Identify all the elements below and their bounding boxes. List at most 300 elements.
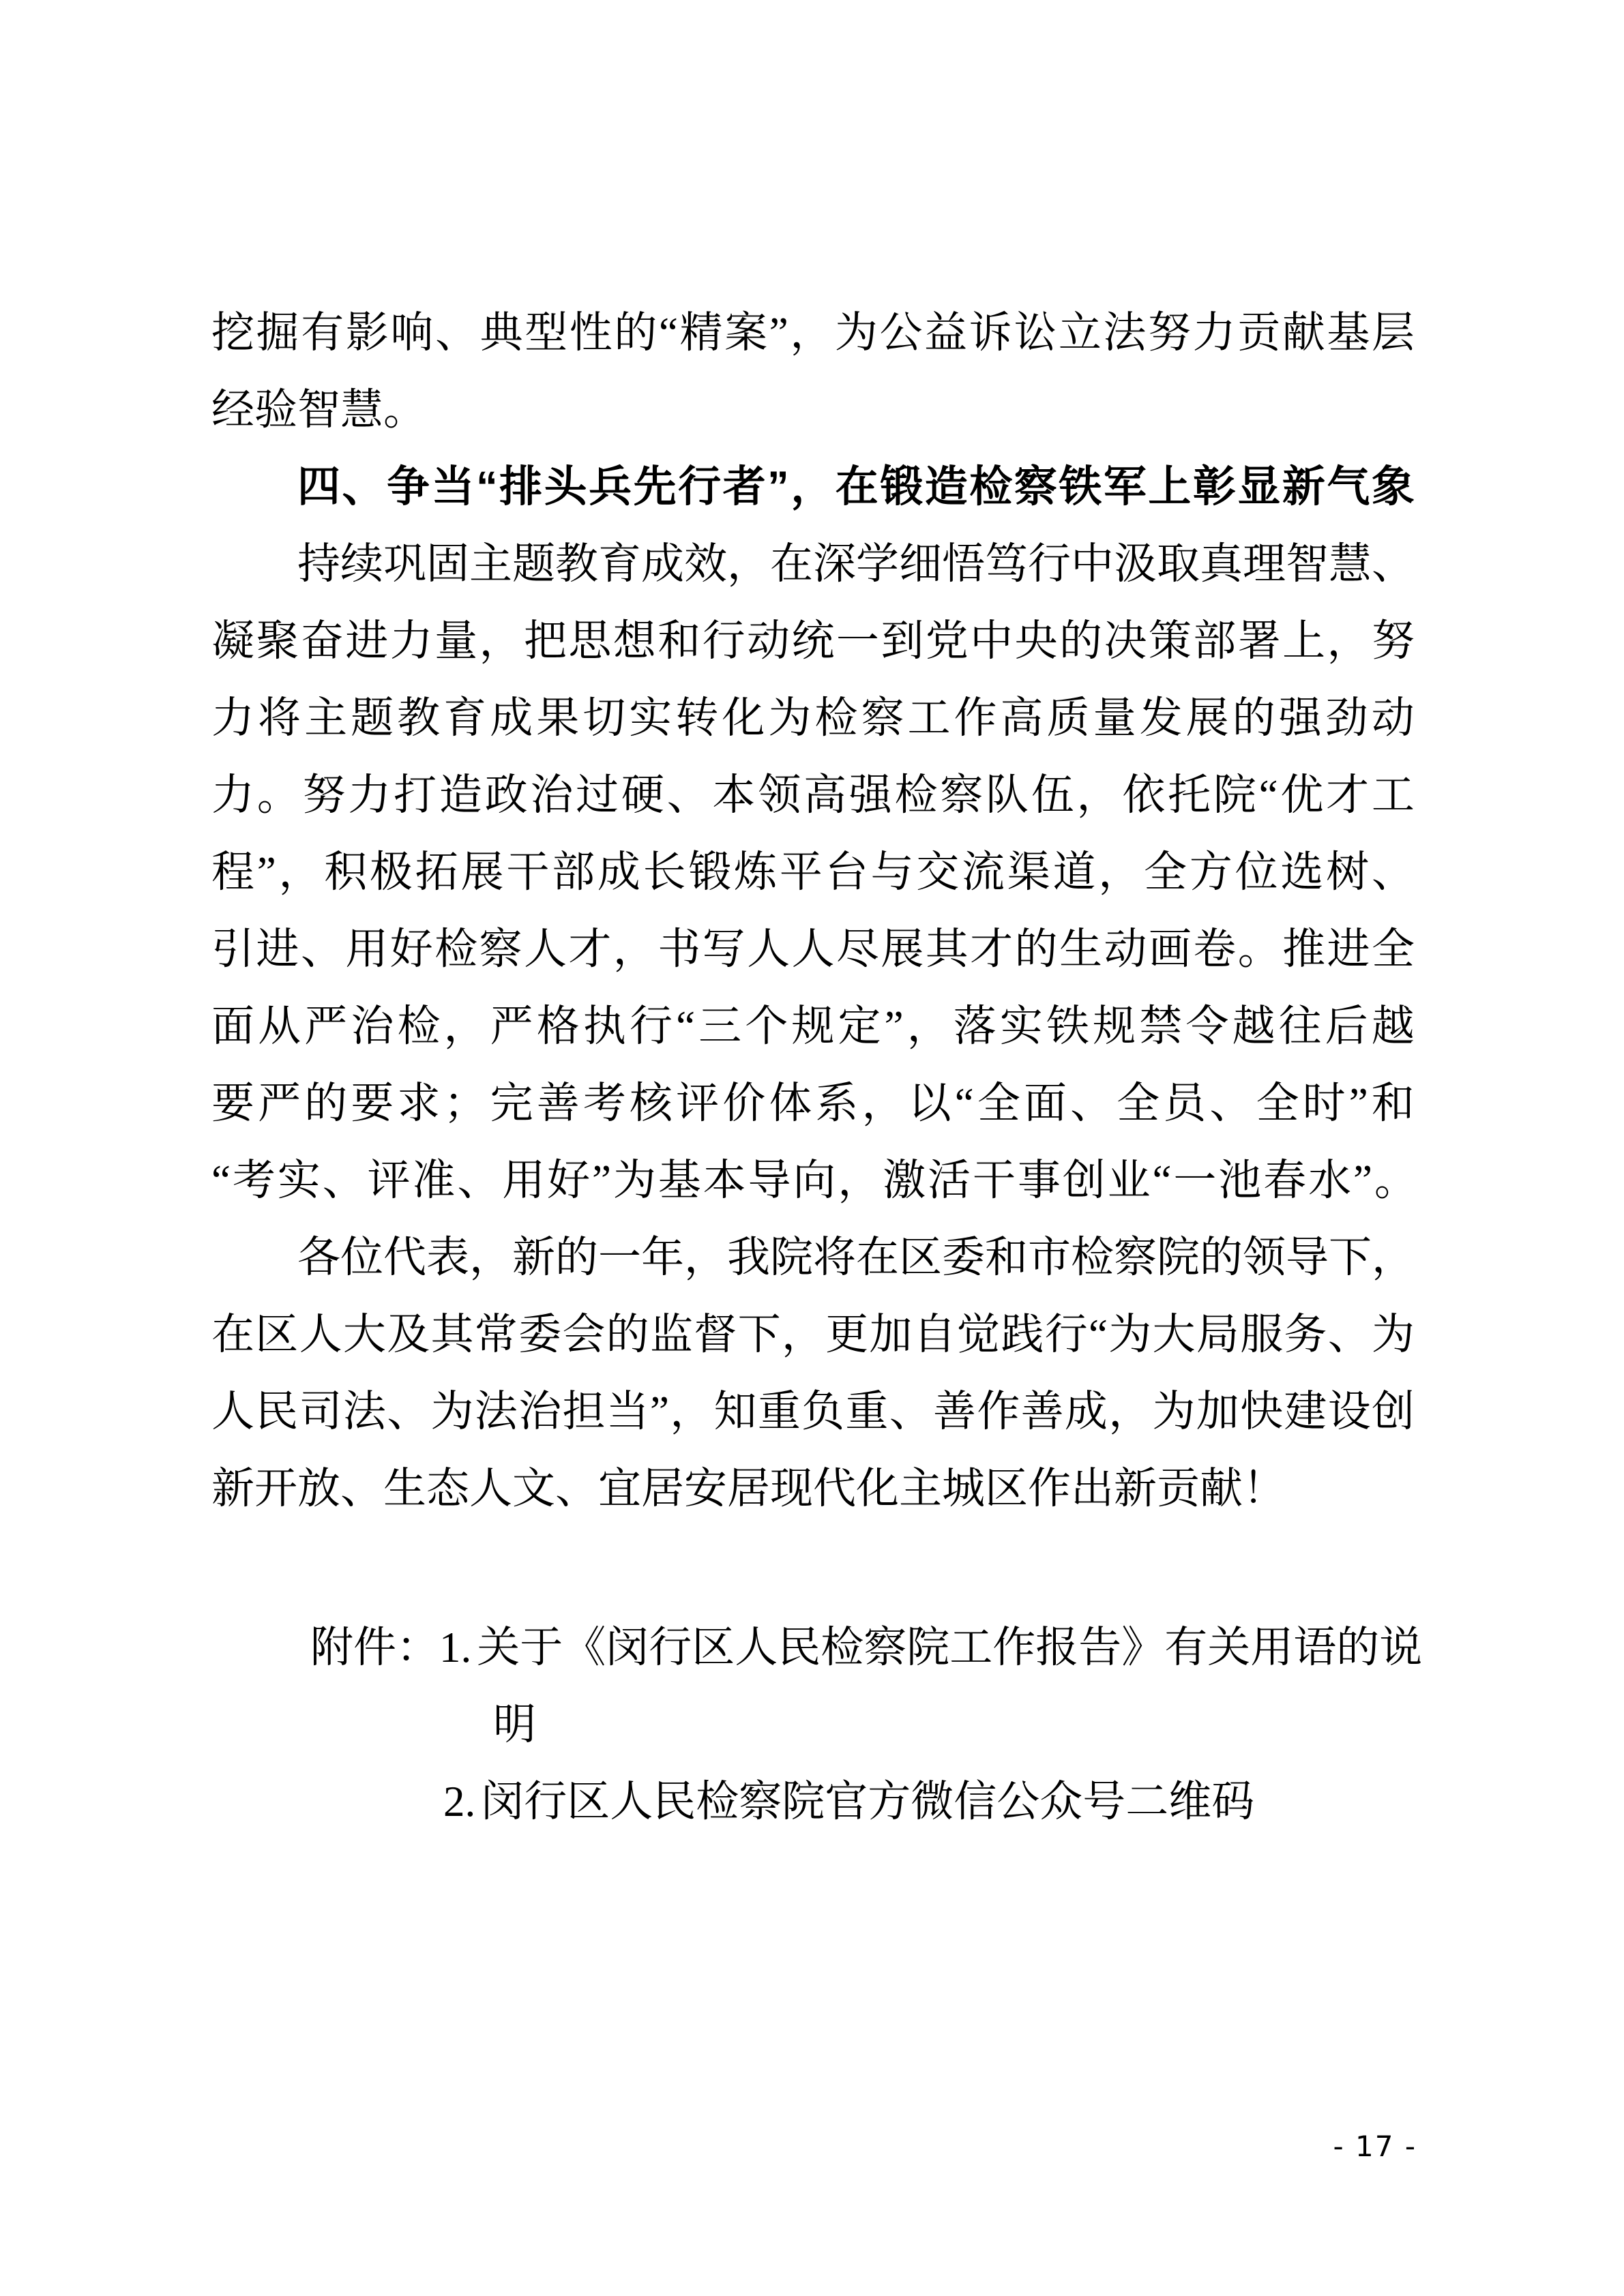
- text-char: 大: [1152, 1311, 1196, 1358]
- text-char: 量: [434, 617, 478, 665]
- text-char: 部: [552, 848, 595, 896]
- text-char: 长: [643, 848, 686, 896]
- text-char: ”: [884, 1002, 904, 1050]
- text-char: 真: [1200, 540, 1243, 588]
- text-char: 为: [430, 1388, 474, 1435]
- text-char: 治: [530, 771, 574, 819]
- text-char: 加: [869, 1311, 913, 1358]
- text-char: 排: [499, 463, 543, 511]
- text-char: 当: [431, 463, 475, 511]
- text-char: 区: [567, 1778, 610, 1825]
- text-char: 效: [684, 540, 727, 588]
- text-char: 说: [1379, 1624, 1423, 1671]
- text-char: 、: [555, 1465, 598, 1512]
- text-char: 担: [562, 1388, 606, 1435]
- text-char: 发: [1139, 694, 1183, 742]
- text-char: 以: [908, 1079, 951, 1127]
- text-char: 和: [985, 1234, 1028, 1281]
- text-char: ，: [1327, 617, 1370, 665]
- text-char: 一: [1173, 1157, 1214, 1204]
- text-char: 水: [1308, 1157, 1349, 1204]
- text-char: 贡: [1157, 1465, 1200, 1512]
- text-char: 其: [925, 925, 969, 973]
- text-char: 党: [925, 617, 969, 665]
- text-char: 评: [676, 1079, 720, 1127]
- text-char: 检: [814, 694, 858, 742]
- text-char: 人: [299, 1311, 342, 1358]
- text-char: 区: [985, 1465, 1028, 1512]
- text-char: 居: [641, 1465, 684, 1512]
- text-char: 关: [1207, 1624, 1251, 1671]
- text-char: 、: [1371, 848, 1415, 896]
- text-char: 察: [940, 771, 984, 819]
- text-char: 常: [474, 1311, 518, 1358]
- text-char: 司: [299, 1388, 342, 1435]
- text-char: 、: [1070, 1079, 1114, 1127]
- text-char: 的: [606, 1311, 649, 1358]
- text-char: 2.: [443, 1778, 476, 1825]
- text-char: 位: [1235, 848, 1278, 896]
- text-line: [211, 1763, 1415, 1840]
- text-line: [211, 988, 1415, 1065]
- text-char: ，: [443, 1002, 487, 1050]
- text-char: 领: [1243, 1234, 1286, 1281]
- text-char: 作: [954, 694, 997, 742]
- text-char: 气: [1327, 463, 1370, 511]
- text-char: “: [1258, 771, 1278, 819]
- text-line: [211, 1450, 1415, 1527]
- text-char: 开: [254, 1465, 297, 1512]
- text-char: 维: [1168, 1778, 1212, 1825]
- text-char: 善: [933, 1388, 977, 1435]
- text-char: 案: [724, 309, 768, 357]
- text-char: 委: [942, 1234, 985, 1281]
- text-char: 强: [848, 771, 892, 819]
- text-char: 育: [443, 694, 487, 742]
- text-char: 检: [821, 1624, 864, 1671]
- text-char: 出: [1071, 1465, 1114, 1512]
- text-char: 树: [1326, 848, 1370, 896]
- text-line: [211, 372, 1415, 449]
- text-char: 创: [1062, 1157, 1103, 1204]
- text-char: 主: [469, 540, 512, 588]
- text-char: 政: [484, 771, 528, 819]
- text-char: 影: [345, 309, 389, 357]
- text-char: 面: [211, 1002, 254, 1050]
- text-char: 行: [702, 617, 745, 665]
- text-char: 局: [1196, 1311, 1239, 1358]
- text-char: 察: [1114, 1234, 1157, 1281]
- text-char: 方: [1189, 848, 1232, 896]
- text-char: 激: [883, 1157, 924, 1204]
- text-char: 定: [838, 1002, 881, 1050]
- text-char: 教: [555, 540, 598, 588]
- text-char: 民: [778, 1624, 821, 1671]
- text-char: 进: [256, 925, 299, 973]
- text-char: 善: [1020, 1388, 1064, 1435]
- text-char: 的: [555, 1234, 598, 1281]
- text-char: 作: [977, 1388, 1020, 1435]
- text-line: [211, 449, 1415, 526]
- text-char: 好: [547, 1157, 588, 1204]
- text-line: [211, 295, 1415, 372]
- text-char: 中: [1071, 540, 1114, 588]
- text-char: 严: [490, 1002, 533, 1050]
- text-char: 下: [737, 1311, 781, 1358]
- text-char: 宜: [598, 1465, 641, 1512]
- text-char: ，: [906, 1002, 950, 1050]
- text-char: 伍: [1031, 771, 1074, 819]
- text-char: 先: [633, 463, 677, 511]
- text-char: 工: [1371, 771, 1415, 819]
- text-char: 献: [1200, 1465, 1243, 1512]
- text-char: 托: [1168, 771, 1211, 819]
- text-char: 智: [297, 386, 340, 434]
- text-char: 检: [969, 463, 1013, 511]
- text-char: 治: [518, 1388, 562, 1435]
- text-char: ”: [256, 848, 276, 896]
- text-char: 智: [1286, 540, 1329, 588]
- text-char: 动: [747, 617, 791, 665]
- text-char: 才: [970, 925, 1014, 973]
- text-char: ，: [781, 1311, 825, 1358]
- text-char: 人: [747, 925, 791, 973]
- text-char: 进: [1327, 925, 1370, 973]
- text-char: 讼: [1014, 309, 1057, 357]
- text-char: 越: [1232, 1002, 1275, 1050]
- text-char: 系: [815, 1079, 859, 1127]
- text-char: 禁: [1139, 1002, 1183, 1050]
- text-char: 展: [881, 925, 924, 973]
- text-char: 劲: [1325, 694, 1368, 742]
- text-char: 、: [342, 463, 385, 511]
- text-char: 用: [345, 925, 389, 973]
- text-char: 行: [524, 1778, 567, 1825]
- text-char: 居: [727, 1465, 770, 1512]
- text-char: 院: [782, 1778, 825, 1825]
- text-char: 造: [439, 771, 482, 819]
- text-char: 新: [1282, 463, 1325, 511]
- text-char: 笃: [985, 540, 1028, 588]
- text-char: 化: [856, 1465, 899, 1512]
- text-char: 用: [502, 1157, 543, 1204]
- text-char: 检: [894, 771, 938, 819]
- text-char: 重: [845, 1388, 889, 1435]
- text-char: 从: [258, 1002, 301, 1050]
- text-char: 的: [614, 309, 658, 357]
- text-char: 要: [211, 1079, 254, 1127]
- text-char: 的: [304, 1079, 348, 1127]
- text-char: 有: [301, 309, 344, 357]
- text-char: 区: [692, 1624, 735, 1671]
- text-char: 准: [412, 1157, 453, 1204]
- text-char: 码: [1211, 1778, 1255, 1825]
- text-char: 、: [434, 309, 478, 357]
- text-char: 快: [1240, 1388, 1284, 1435]
- text-char: 公: [996, 1778, 1040, 1825]
- text-char: 一: [598, 1234, 641, 1281]
- text-char: 微: [911, 1778, 954, 1825]
- text-char: 民: [653, 1778, 696, 1825]
- text-char: 优: [1280, 771, 1324, 819]
- text-char: 深: [813, 540, 856, 588]
- text-char: 创: [1371, 1388, 1415, 1435]
- text-char: 春: [1263, 1157, 1304, 1204]
- text-char: 育: [598, 540, 641, 588]
- text-char: 区: [899, 1234, 942, 1281]
- text-char: 、: [322, 1157, 363, 1204]
- text-char: 、: [1327, 1311, 1371, 1358]
- text-char: 位: [340, 1234, 383, 1281]
- text-char: 慧: [1329, 540, 1372, 588]
- text-char: “: [658, 309, 678, 357]
- text-char: 写: [702, 925, 745, 973]
- text-char: 将: [813, 1234, 856, 1281]
- text-char: 打: [394, 771, 437, 819]
- text-char: 价: [722, 1079, 766, 1127]
- text-char: 求: [397, 1079, 441, 1127]
- text-char: 化: [722, 694, 765, 742]
- text-char: 和: [658, 617, 701, 665]
- text-char: 的: [1059, 617, 1103, 665]
- text-char: 放: [297, 1465, 340, 1512]
- text-char: 理: [1243, 540, 1286, 588]
- text-char: 强: [1278, 694, 1322, 742]
- text-char: ！: [1243, 1465, 1286, 1512]
- text-char: 铁: [1059, 463, 1102, 511]
- text-char: 动: [1104, 925, 1147, 973]
- text-char: 活: [928, 1157, 969, 1204]
- text-char: 态: [426, 1465, 469, 1512]
- text-char: 精: [679, 309, 723, 357]
- text-char: 核: [629, 1079, 673, 1127]
- text-char: 院: [770, 1234, 813, 1281]
- text-line: [211, 911, 1415, 988]
- text-char: ，: [469, 1234, 512, 1281]
- text-char: 在: [770, 540, 813, 588]
- text-char: 知: [713, 1388, 757, 1435]
- text-char: ，: [1076, 771, 1120, 819]
- text-char: 院: [1157, 1234, 1200, 1281]
- text-char: 监: [649, 1311, 693, 1358]
- text-char: “: [211, 1157, 228, 1204]
- text-char: 交: [916, 848, 960, 896]
- text-char: 人: [610, 1778, 653, 1825]
- text-char: 锻: [688, 848, 732, 896]
- text-char: 方: [868, 1778, 911, 1825]
- text-char: ，: [278, 848, 322, 896]
- text-char: 官: [825, 1778, 868, 1825]
- text-char: 考: [232, 1157, 273, 1204]
- text-char: 渠: [1007, 848, 1050, 896]
- text-char: 在: [835, 463, 879, 511]
- text-char: 才: [568, 925, 612, 973]
- text-char: 型: [525, 309, 568, 357]
- text-char: 区: [255, 1311, 299, 1358]
- text-char: 个: [745, 1002, 788, 1050]
- text-char: 聚: [256, 617, 299, 665]
- text-line: [211, 1296, 1415, 1373]
- text-char: 现: [770, 1465, 813, 1512]
- text-char: ”: [591, 1157, 608, 1204]
- text-char: 察: [479, 925, 522, 973]
- text-char: 好: [389, 925, 433, 973]
- text-char: 极: [370, 848, 413, 896]
- text-char: 本: [712, 771, 756, 819]
- text-char: 生: [383, 1465, 426, 1512]
- text-char: 工: [949, 1624, 993, 1671]
- text-char: 、: [457, 1157, 498, 1204]
- text-char: 检: [397, 1002, 441, 1050]
- report-text-block: [211, 295, 1423, 1840]
- text-char: 告: [1078, 1624, 1122, 1671]
- text-char: 上: [1148, 463, 1192, 511]
- text-char: 军: [1103, 463, 1147, 511]
- text-char: ，: [479, 617, 522, 665]
- text-line: [211, 1065, 1415, 1142]
- text-char: “: [1152, 1157, 1169, 1204]
- text-char: ，: [838, 1157, 879, 1204]
- text-char: 领: [758, 771, 801, 819]
- text-char: 引: [211, 925, 254, 973]
- text-char: 面: [1023, 1079, 1067, 1127]
- text-char: 选: [1280, 848, 1324, 896]
- text-line: [211, 1373, 1415, 1450]
- text-char: 部: [1193, 617, 1237, 665]
- text-char: 积: [324, 848, 368, 896]
- text-char: 性: [569, 309, 612, 357]
- text-char: 为: [612, 1157, 653, 1204]
- text-char: ，: [684, 1234, 727, 1281]
- text-char: 、: [387, 1388, 430, 1435]
- text-char: 更: [825, 1311, 869, 1358]
- text-char: 全: [1256, 1079, 1299, 1127]
- text-char: 落: [953, 1002, 996, 1050]
- text-char: 汲: [1114, 540, 1157, 588]
- text-char: 明: [493, 1701, 536, 1748]
- text-char: 民: [255, 1388, 299, 1435]
- text-char: 务: [1284, 1311, 1327, 1358]
- text-char: 题: [351, 694, 394, 742]
- text-char: 信: [954, 1778, 997, 1825]
- text-char: 全: [1371, 925, 1415, 973]
- text-char: 市: [1028, 1234, 1071, 1281]
- text-line: [211, 757, 1415, 834]
- text-char: 导: [748, 1157, 788, 1204]
- text-char: ”: [767, 463, 789, 511]
- text-char: 业: [1107, 1157, 1148, 1204]
- text-char: ，: [1098, 848, 1142, 896]
- text-char: 成: [597, 848, 640, 896]
- text-char: 主: [304, 694, 348, 742]
- text-char: 四: [297, 463, 340, 511]
- text-char: 象: [1371, 463, 1415, 511]
- text-char: ”: [1348, 1079, 1368, 1127]
- text-char: 努: [1148, 309, 1191, 357]
- text-char: 高: [1000, 694, 1044, 742]
- text-line: [211, 526, 1415, 603]
- text-char: 的: [1232, 694, 1275, 742]
- text-char: 。: [1237, 925, 1281, 973]
- text-char: 央: [1014, 617, 1058, 665]
- text-char: 贡: [1237, 309, 1281, 357]
- text-char: 人: [735, 1624, 778, 1671]
- text-char: 闵: [606, 1624, 649, 1671]
- text-char: 规: [791, 1002, 835, 1050]
- text-char: 全: [1117, 1079, 1160, 1127]
- text-char: 卷: [1193, 925, 1237, 973]
- text-char: 众: [1039, 1778, 1083, 1825]
- text-char: 重: [757, 1388, 801, 1435]
- text-char: 工: [907, 694, 951, 742]
- text-char: 巩: [383, 540, 426, 588]
- text-char: 会: [562, 1311, 606, 1358]
- text-char: 挖: [211, 309, 254, 357]
- text-char: 、: [340, 1465, 383, 1512]
- text-char: 慧: [340, 386, 383, 434]
- text-char: 平: [779, 848, 823, 896]
- text-char: ：: [396, 1624, 439, 1671]
- text-char: 流: [961, 848, 1005, 896]
- text-char: 考: [582, 1079, 626, 1127]
- text-char: 执: [582, 1002, 626, 1050]
- text-line: [211, 1686, 1415, 1763]
- text-char: “: [676, 1002, 696, 1050]
- text-char: 用: [1250, 1624, 1294, 1671]
- text-char: 程: [211, 848, 254, 896]
- text-char: 后: [1325, 1002, 1368, 1050]
- text-char: 督: [694, 1311, 737, 1358]
- text-char: 硬: [621, 771, 664, 819]
- text-char: 实: [629, 694, 673, 742]
- text-char: 完: [490, 1079, 533, 1127]
- text-char: 为: [1108, 1311, 1152, 1358]
- text-char: 法: [474, 1388, 518, 1435]
- text-char: 加: [1196, 1388, 1239, 1435]
- text-char: 代: [813, 1465, 856, 1512]
- text-char: 报: [1035, 1624, 1079, 1671]
- text-char: 拓: [415, 848, 458, 896]
- text-char: 。: [256, 771, 300, 819]
- text-char: 察: [1014, 463, 1057, 511]
- text-char: ，: [1108, 1388, 1152, 1435]
- text-char: 人: [211, 1388, 254, 1435]
- text-char: 向: [793, 1157, 833, 1204]
- text-char: 城: [942, 1465, 985, 1512]
- text-char: 教: [397, 694, 441, 742]
- text-char: 建: [1284, 1388, 1327, 1435]
- text-char: 觉: [957, 1311, 1001, 1358]
- text-char: 要: [351, 1079, 394, 1127]
- text-char: 高: [803, 771, 846, 819]
- text-char: 验: [254, 386, 297, 434]
- text-char: 院: [1213, 771, 1256, 819]
- text-char: 量: [1093, 694, 1136, 742]
- text-char: 动: [1371, 694, 1415, 742]
- text-char: 一: [836, 617, 879, 665]
- text-char: 统: [791, 617, 835, 665]
- text-char: 安: [684, 1465, 727, 1512]
- text-char: 果: [536, 694, 580, 742]
- text-char: 的: [1014, 925, 1058, 973]
- text-line: [211, 603, 1415, 680]
- text-char: 展: [1185, 694, 1229, 742]
- text-char: 把: [523, 617, 567, 665]
- text-char: 成: [490, 694, 533, 742]
- text-char: ”: [649, 1388, 669, 1435]
- text-char: 件: [353, 1624, 396, 1671]
- text-char: 代: [383, 1234, 426, 1281]
